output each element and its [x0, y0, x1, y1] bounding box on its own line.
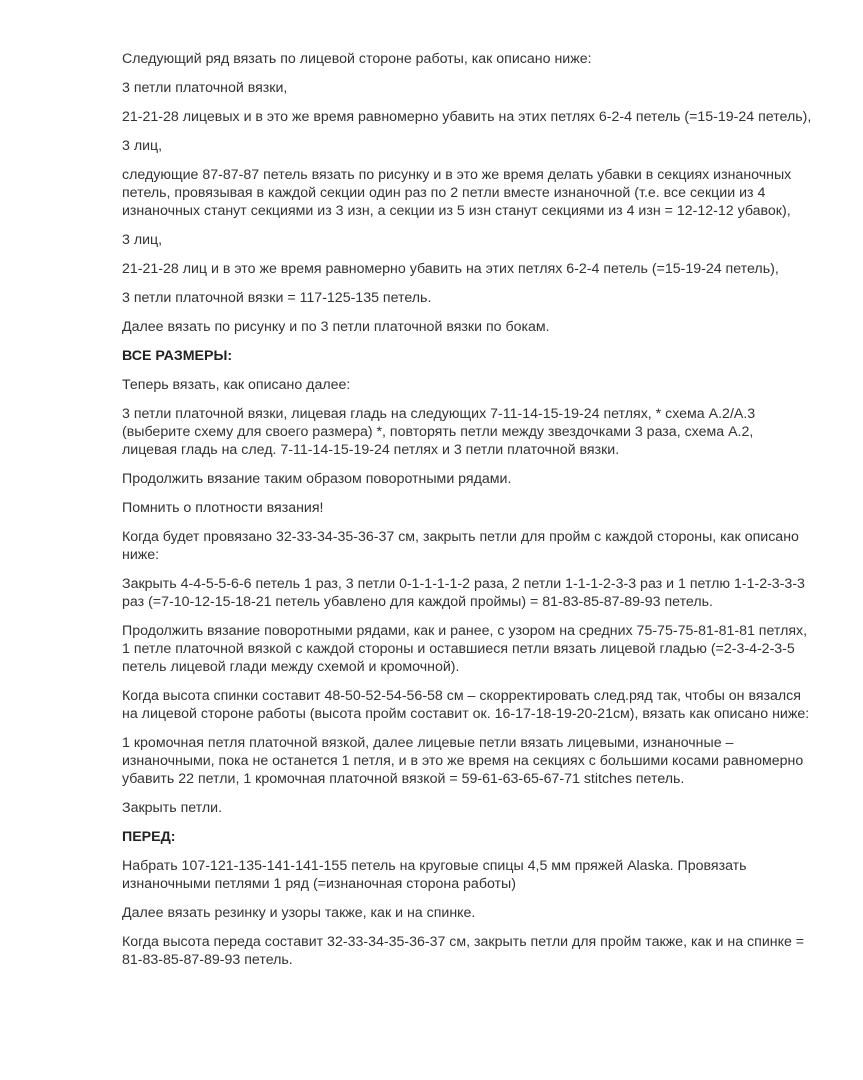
paragraph: Закрыть петли.: [122, 800, 223, 816]
paragraph: Далее вязать резинку и узоры также, как и на спинке.: [122, 905, 476, 921]
paragraph: Теперь вязать, как описано далее:: [122, 377, 351, 393]
paragraph: Продолжить вязание поворотными рядами, как и ранее, с узором на средних 75-75-75-81-81-81 петлях, 1 петле платочной вязкой с каждой стороны и оставшиеся петли вязать лицевой гладью (=2-3-4-2-3-5 петель лицевой глади между схемой и кромочной).: [122, 623, 808, 675]
paragraph: 3 петли платочной вязки, лицевая гладь на следующих 7-11-14-15-19-24 петлях, * схема А.2/А.3 (выберите схему для своего размера) *, повторять петли между звездочками 3 раза, схема А.2, лицевая гладь на след. 7-11-14-15-19-24 петлях и 3 петли платочной вязки.: [122, 406, 756, 458]
paragraph: Когда высота спинки составит 48-50-52-54-56-58 см – скорректировать след.ряд так, чтобы он вязался на лицевой стороне работы (высота пройм составит ок. 16-17-18-19-20-21см), вязать как описано ниже:: [122, 688, 810, 722]
section-heading-front: ПЕРЕД:: [122, 829, 176, 845]
paragraph: 3 петли платочной вязки,: [122, 80, 288, 96]
document-page: [122, 50, 812, 969]
paragraph: Продолжить вязание таким образом поворотными рядами.: [122, 471, 512, 487]
paragraph: следующие 87-87-87 петель вязать по рисунку и в это же время делать убавки в секциях изнаночных петель, провязывая в каждой секции один раз по 2 петли вместе изнаночной (т.е. все секции из 4 изнаночных станут секциями из 3 изн, а секции из 5 изн станут секциями из 4 изн = 12-12-12 убавок),: [122, 167, 792, 219]
paragraph: Следующий ряд вязать по лицевой стороне работы, как описано ниже:: [122, 51, 592, 67]
paragraph: 21-21-28 лиц и в это же время равномерно убавить на этих петлях 6-2-4 петель (=15-19-24 петель),: [122, 261, 779, 277]
paragraph: 21-21-28 лицевых и в это же время равномерно убавить на этих петлях 6-2-4 петель (=15-19-24 петель),: [122, 109, 812, 125]
paragraph: Закрыть 4-4-5-5-6-6 петель 1 раз, 3 петли 0-1-1-1-1-2 раза, 2 петли 1-1-1-2-3-3 раз и 1 петлю 1-1-2-3-3-3 раз (=7-10-12-15-18-21 петель убавлено для каждой проймы) = 81-83-85-87-89-93 петель.: [122, 576, 805, 610]
paragraph: Помнить о плотности вязания!: [122, 500, 324, 516]
paragraph: Далее вязать по рисунку и по 3 петли платочной вязки по бокам.: [122, 319, 550, 335]
paragraph: 3 петли платочной вязки = 117-125-135 петель.: [122, 290, 432, 306]
paragraph: Когда высота переда составит 32-33-34-35-36-37 см, закрыть петли для пройм также, как и на спинке = 81-83-85-87-89-93 петель.: [122, 934, 805, 968]
paragraph: Набрать 107-121-135-141-141-155 петель на круговые спицы 4,5 мм пряжей Alaska. Провязать изнаночными петлями 1 ряд (=изнаночная сторона работы): [122, 858, 747, 892]
section-heading-all-sizes: ВСЕ РАЗМЕРЫ:: [122, 348, 233, 364]
paragraph: 1 кромочная петля платочной вязкой, далее лицевые петли вязать лицевыми, изнаночные – изнаночными, пока не останется 1 петля, и в это же время на секциях с большими косами равномерно убавить 22 петли, 1 кромочная платочной вязкой = 59-61-63-65-67-71 stitches петель.: [122, 735, 804, 787]
paragraph: 3 лиц,: [122, 232, 163, 248]
paragraph: Когда будет провязано 32-33-34-35-36-37 см, закрыть петли для пройм с каждой стороны, как описано ниже:: [122, 529, 799, 563]
paragraph: 3 лиц,: [122, 138, 163, 154]
